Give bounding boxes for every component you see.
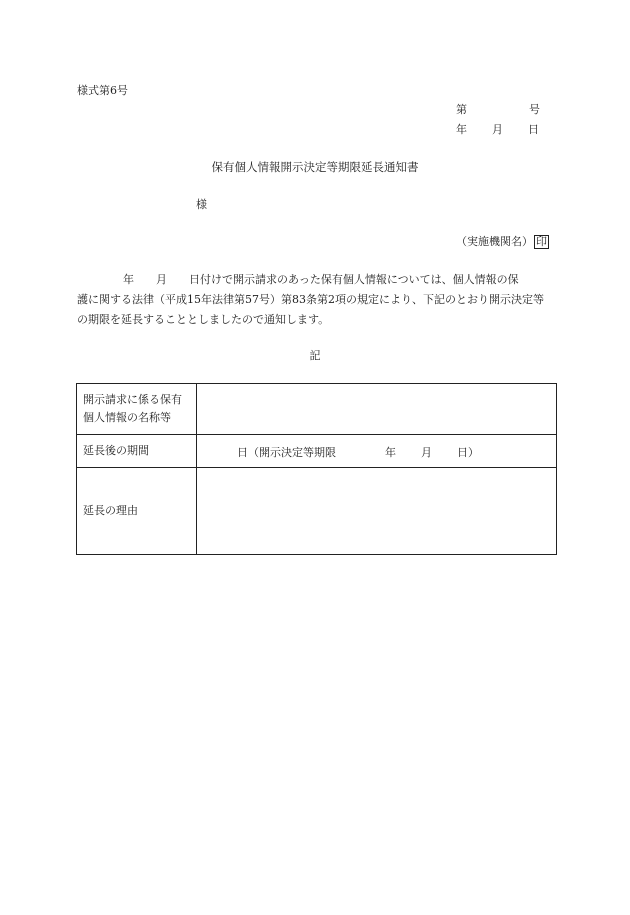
form-number: 様式第6号 <box>77 84 128 97</box>
info-name-value[interactable] <box>197 384 557 435</box>
label-line: 開示請求に係る保有 <box>83 393 182 406</box>
number-suffix: 号 <box>529 103 540 116</box>
table-row <box>77 435 557 468</box>
issuer-label: （実施機関名） <box>456 235 533 248</box>
table-row <box>77 384 557 435</box>
number-prefix: 第 <box>456 103 467 116</box>
row-label-extended-period: 延長後の期間 <box>77 435 197 468</box>
period-day-close: 日） <box>457 446 479 459</box>
table-row <box>77 468 557 555</box>
date-year: 年 <box>456 123 467 136</box>
issuer-line <box>456 235 549 249</box>
notice-body <box>77 270 557 330</box>
period-month: 月 <box>421 446 432 459</box>
row-label-info-name <box>77 384 197 435</box>
extended-period-value[interactable] <box>197 435 557 468</box>
date-month: 月 <box>492 123 503 136</box>
row-label-extension-reason: 延長の理由 <box>77 468 197 555</box>
body-line-1: 年 月 日付けで開示請求のあった保有個人情報については、個人情報の保 <box>123 273 519 286</box>
details-table <box>76 383 557 555</box>
label-line: 個人情報の名称等 <box>83 411 171 424</box>
period-day-deadline: 日（開示決定等期限 <box>237 446 336 459</box>
document-title: 保有個人情報開示決定等期限延長通知書 <box>211 160 419 174</box>
ki-heading: 記 <box>309 349 321 362</box>
body-line-3: の期限を延長することとしましたので通知します。 <box>77 313 330 326</box>
extension-reason-value[interactable] <box>197 468 557 555</box>
date-day: 日 <box>528 123 539 136</box>
period-year: 年 <box>385 446 396 459</box>
seal-mark: 印 <box>536 235 547 248</box>
addressee-honorific: 様 <box>196 198 207 211</box>
body-line-2: 護に関する法律（平成15年法律第57号）第83条第2項の規定により、下記のとおり開示決定等 <box>77 293 544 306</box>
